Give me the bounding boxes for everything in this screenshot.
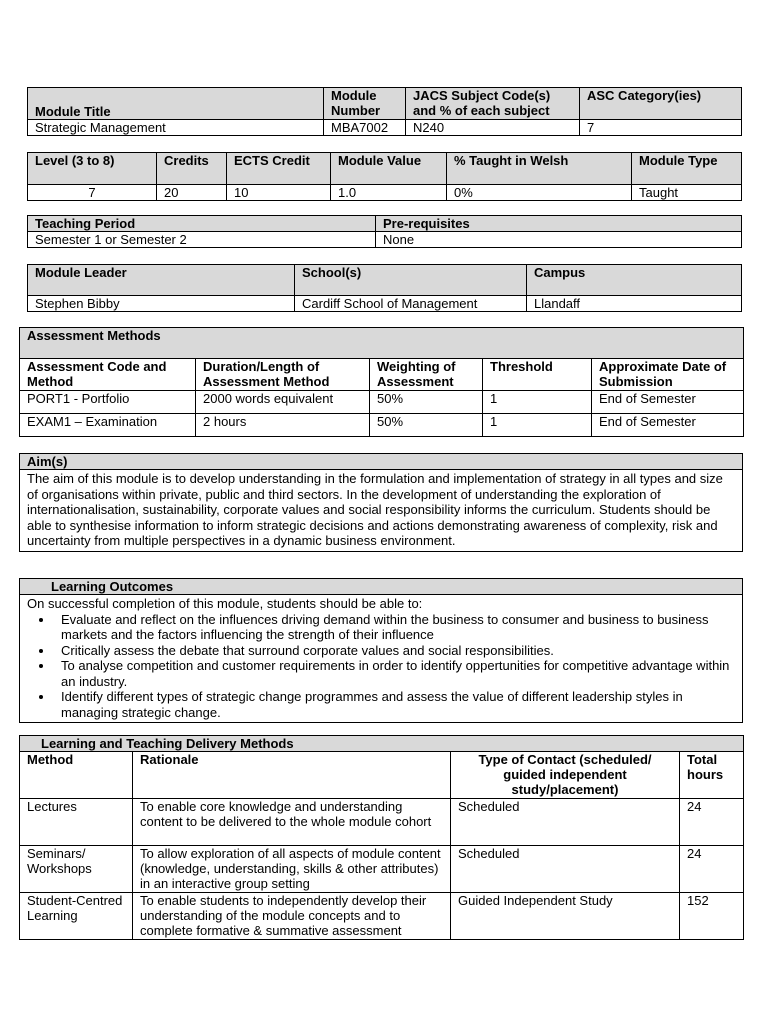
module-leader-table [27, 264, 742, 312]
credits-value: 20 [157, 185, 227, 201]
level-header: Level (3 to 8) [28, 153, 157, 185]
assessment-duration: 2000 words equivalent [196, 391, 370, 414]
campus-header: Campus [527, 265, 742, 296]
method-cell: Seminars/ Workshops [20, 846, 133, 893]
schools-header: School(s) [295, 265, 527, 296]
assessment-code-header: Assessment Code and Method [20, 359, 196, 391]
list-item: • Evaluate and reflect on the influences driving demand within the business to consumer and business to business markets and the factors influencing the strength of their influence [54, 612, 735, 643]
assessment-code: PORT1 - Portfolio [20, 391, 196, 414]
table-row [20, 799, 744, 846]
assessment-date: End of Semester [592, 391, 744, 414]
aims-title: Aim(s) [20, 454, 743, 470]
assessment-date: End of Semester [592, 414, 744, 437]
contact-type-cell: Scheduled [451, 846, 680, 893]
assessment-threshold: 1 [483, 391, 592, 414]
table-row [20, 893, 744, 940]
rationale-cell: To enable core knowledge and understanding content to be delivered to the whole module cohort [133, 799, 451, 846]
jacs-header: JACS Subject Code(s) and % of each subject [406, 88, 580, 120]
aims-table [19, 453, 743, 552]
table-row [20, 846, 744, 893]
rationale-cell: To allow exploration of all aspects of module content (knowledge, understanding, skills & other attributes) in an interactive group setting [133, 846, 451, 893]
module-value-value: 1.0 [331, 185, 447, 201]
teaching-period-value: Semester 1 or Semester 2 [28, 232, 376, 248]
method-cell: Student-Centred Learning [20, 893, 133, 940]
weighting-header: Weighting of Assessment [370, 359, 483, 391]
method-header: Method [20, 752, 133, 799]
asc-header: ASC Category(ies) [580, 88, 742, 120]
assessment-code: EXAM1 – Examination [20, 414, 196, 437]
list-item: • Identify different types of strategic change programmes and assess the value of different leadership styles in managing strategic change. [54, 689, 735, 720]
submission-date-header: Approximate Date of Submission [592, 359, 744, 391]
assessment-threshold: 1 [483, 414, 592, 437]
threshold-header: Threshold [483, 359, 592, 391]
contact-type-cell: Guided Independent Study [451, 893, 680, 940]
assessment-title: Assessment Methods [20, 328, 744, 359]
module-value-header: Module Value [331, 153, 447, 185]
welsh-value: 0% [447, 185, 632, 201]
module-title-header: Module Title [28, 88, 324, 120]
prerequisites-header: Pre-requisites [376, 216, 742, 232]
rationale-cell: To enable students to independently develop their understanding of the module concepts and to complete formative & summative assessment [133, 893, 451, 940]
learning-outcomes-intro: On successful completion of this module, students should be able to: [27, 596, 423, 611]
learning-outcomes-body [20, 595, 743, 723]
module-type-header: Module Type [632, 153, 742, 185]
teaching-period-header: Teaching Period [28, 216, 376, 232]
total-hours-cell: 152 [680, 893, 744, 940]
module-number-value: MBA7002 [324, 120, 406, 136]
learning-outcomes-table [19, 578, 743, 723]
list-item: • Critically assess the debate that surround corporate values and social responsibilities. [54, 643, 735, 659]
list-item: • To analyse competition and customer requirements in order to identify oppertunities for competitive advantage within an industry. [54, 658, 735, 689]
delivery-methods-title: Learning and Teaching Delivery Methods [20, 736, 744, 752]
table-row [20, 414, 744, 437]
total-hours-header: Total hours [680, 752, 744, 799]
rationale-header: Rationale [133, 752, 451, 799]
credits-header: Credits [157, 153, 227, 185]
aims-text: The aim of this module is to develop understanding in the formulation and implementation of strategy in all types and size of organisations within private, public and third sectors. In the development of understanding the exploration of internationalisation, sustainability, corporate values and social responsibility informs the curriculum. Students should be able to synthesise information to inform strategic decisions and actions demonstrating awareness of complexity, risk and uncertainty from multiple perspectives in a dynamic business environment. [20, 470, 743, 552]
assessment-duration: 2 hours [196, 414, 370, 437]
module-leader-header: Module Leader [28, 265, 295, 296]
level-value: 7 [28, 185, 157, 201]
contact-type-cell: Scheduled [451, 799, 680, 846]
module-info-table [27, 87, 742, 136]
module-type-value: Taught [632, 185, 742, 201]
table-row [20, 391, 744, 414]
module-number-header: Module Number [324, 88, 406, 120]
module-level-table [27, 152, 742, 201]
jacs-value: N240 [406, 120, 580, 136]
contact-type-header: Type of Contact (scheduled/ guided independent study/placement) [451, 752, 680, 799]
delivery-methods-table [19, 735, 744, 940]
ects-value: 10 [227, 185, 331, 201]
welsh-header: % Taught in Welsh [447, 153, 632, 185]
module-leader-value: Stephen Bibby [28, 296, 295, 312]
assessment-weighting: 50% [370, 391, 483, 414]
assessment-table [19, 327, 744, 437]
schools-value: Cardiff School of Management [295, 296, 527, 312]
teaching-period-table [27, 215, 742, 248]
campus-value: Llandaff [527, 296, 742, 312]
learning-outcomes-title: Learning Outcomes [20, 579, 743, 595]
assessment-weighting: 50% [370, 414, 483, 437]
asc-value: 7 [580, 120, 742, 136]
ects-header: ECTS Credit [227, 153, 331, 185]
total-hours-cell: 24 [680, 799, 744, 846]
prerequisites-value: None [376, 232, 742, 248]
duration-header: Duration/Length of Assessment Method [196, 359, 370, 391]
method-cell: Lectures [20, 799, 133, 846]
module-title-value: Strategic Management [28, 120, 324, 136]
total-hours-cell: 24 [680, 846, 744, 893]
